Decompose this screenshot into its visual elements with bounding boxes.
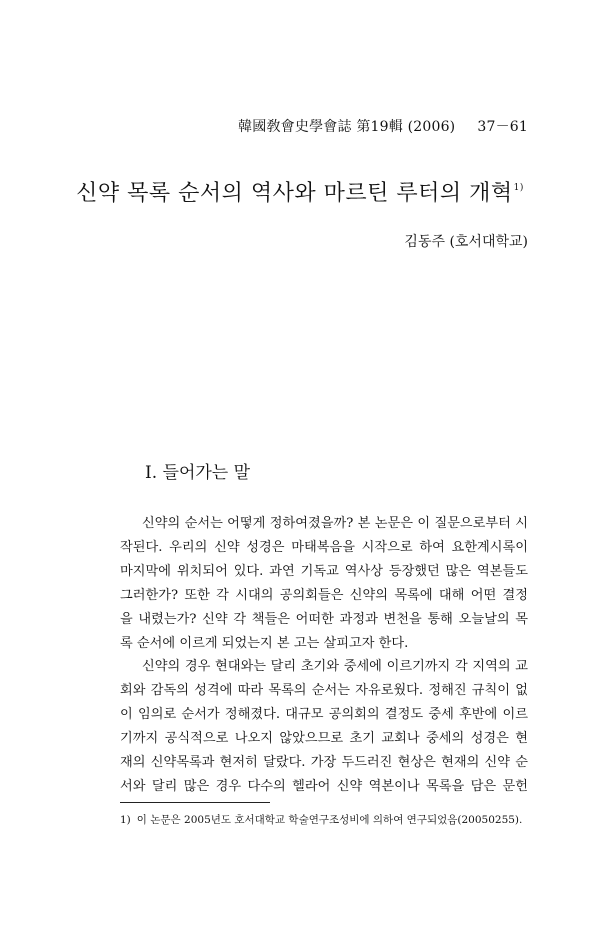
- title-footnote-ref[interactable]: 1): [513, 183, 524, 193]
- page-range: 37－61: [477, 119, 528, 135]
- journal-citation: 韓國敎會史學會誌 第19輯 (2006): [238, 119, 456, 135]
- footnote-text: 이 논문은 2005년도 호서대학교 학술연구조성비에 의하여 연구되었음(20050255).: [136, 814, 523, 826]
- article-title: [0, 176, 600, 207]
- footnote-divider: [120, 802, 270, 803]
- running-header: [238, 116, 528, 136]
- body-line: 록 순서에 이르게 되었는지 본 고는 살피고자 한다.: [120, 635, 409, 651]
- article-title-text: 신약 목록 순서의 역사와 마르틴 루터의 개혁: [76, 181, 513, 206]
- body-line: 신약의 경우 현대와는 달리 초기와 중세에 이르기까지 각 지역의 교: [142, 659, 528, 675]
- section-heading: I. 들어가는 말: [145, 463, 251, 483]
- body-line: 회와 감독의 성격에 따라 목록의 순서는 자유로웠다. 정해진 규칙이 없: [120, 683, 528, 699]
- body-line: 작된다. 우리의 신약 성경은 마태복음을 시작으로 하여 요한계시록이: [120, 539, 528, 555]
- body-line: 재의 신약목록과 현저히 달랐다. 가장 두드러진 현상은 현재의 신약 순: [120, 755, 528, 771]
- footnote-number: 1): [120, 814, 131, 826]
- body-line: 을 내렸는가? 신약 각 책들은 어떠한 과정과 변천을 통해 오늘날의 목: [120, 611, 528, 627]
- body-line: 신약의 순서는 어떻게 정하여졌을까? 본 논문은 이 질문으로부터 시: [142, 516, 528, 531]
- body-line: 이 임의로 순서가 정해졌다. 대규모 공의회의 결정도 중세 후반에 이르: [120, 707, 528, 723]
- author-affiliation: 김동주 (호서대학교): [404, 234, 528, 250]
- body-line: 기까지 공식적으로 나오지 않았으므로 초기 교회나 중세의 성경은 현: [120, 731, 528, 747]
- body-line: 마지막에 위치되어 있다. 과연 기독교 역사상 등장했던 많은 역본들도: [120, 563, 528, 579]
- footnote: [120, 812, 522, 827]
- body-line: 그러한가? 또한 각 시대의 공의회들은 신약의 목록에 대해 어떤 결정: [120, 587, 528, 603]
- body-text: [120, 512, 528, 799]
- body-line: 서와 달리 많은 경우 다수의 헬라어 신약 역본이나 목록을 담은 문헌: [120, 778, 528, 794]
